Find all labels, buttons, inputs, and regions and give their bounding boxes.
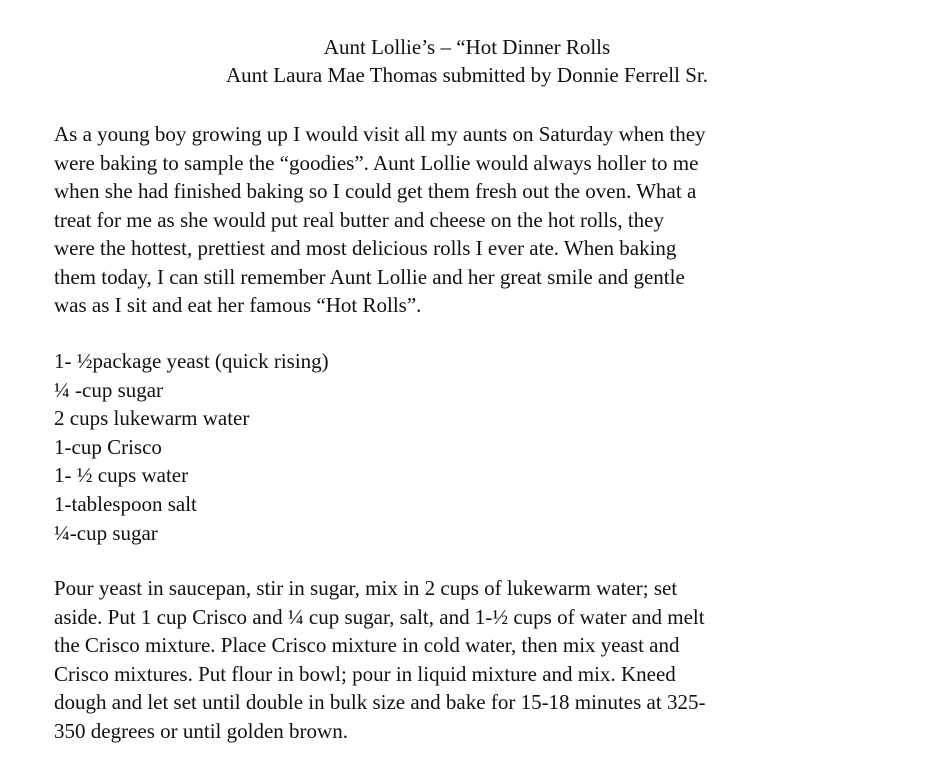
recipe-byline: Aunt Laura Mae Thomas submitted by Donnie Ferrell Sr. [226,63,708,87]
ingredient-item: 2 cups lukewarm water [54,406,250,431]
directions-line: the Crisco mixture. Place Crisco mixture in cold water, then mix yeast and [54,633,680,657]
intro-paragraph [54,120,904,320]
intro-line: were the hottest, prettiest and most delicious rolls I ever ate. When baking [54,236,677,260]
directions-line: aside. Put 1 cup Crisco and ¼ cup sugar, salt, and 1-½ cups of water and melt [54,604,705,629]
directions-paragraph [54,574,914,745]
intro-line: As a young boy growing up I would visit all my aunts on Saturday when they [54,122,706,146]
intro-line: were baking to sample the “goodies”. Aunt Lollie would always holler to me [54,150,699,175]
ingredient-list [54,347,554,547]
directions-line: Pour yeast in saucepan, stir in sugar, mix in 2 cups of lukewarm water; set [54,576,678,600]
ingredient-item: ¼ -cup sugar [54,377,164,402]
recipe-header [0,33,934,89]
intro-line: them today, I can still remember Aunt Lollie and her great smile and gentle [54,264,685,289]
ingredient-item: 1-tablespoon salt [54,491,197,516]
directions-line: dough and let set until double in bulk size and bake for 15-18 minutes at 325- [54,690,706,714]
intro-line: treat for me as she would put real butter and cheese on the hot rolls, they [54,207,664,232]
recipe-title: Aunt Lollie’s – “Hot Dinner Rolls [323,35,611,59]
intro-line: when she had finished baking so I could get them fresh out the oven. What a [54,179,697,203]
directions-line: 350 degrees or until golden brown. [54,718,348,743]
ingredient-item: ¼-cup sugar [54,520,158,545]
directions-line: Crisco mixtures. Put flour in bowl; pour in liquid mixture and mix. Kneed [54,661,676,686]
ingredient-item: 1-cup Crisco [54,434,162,459]
intro-line: was as I sit and eat her famous “Hot Rolls”. [54,293,422,317]
ingredient-item: 1- ½ cups water [54,463,189,488]
ingredient-item: 1- ½package yeast (quick rising) [54,349,329,373]
